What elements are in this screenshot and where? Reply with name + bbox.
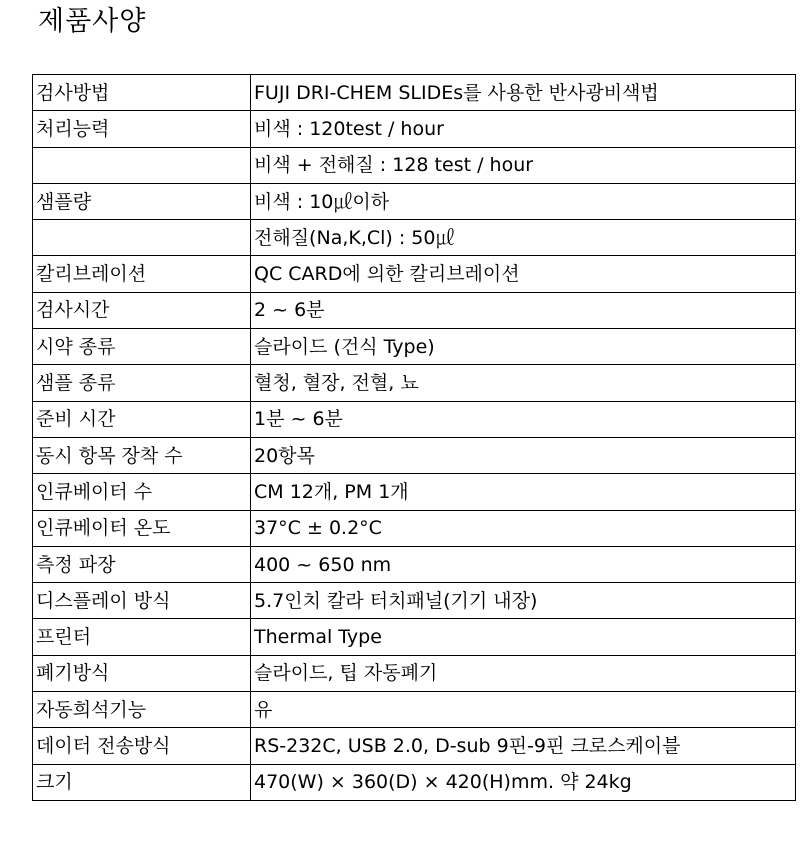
table-row [33, 256, 796, 292]
spec-label: 동시 항목 장착 수 [33, 437, 251, 473]
table-row [33, 329, 796, 365]
table-row [33, 292, 796, 328]
spec-value: 전해질(Na,K,Cl) : 50㎕ [251, 220, 796, 256]
page-title: 제품사양 [38, 6, 147, 37]
table-row [33, 111, 796, 147]
table-row [33, 75, 796, 111]
spec-label: 크기 [33, 764, 251, 800]
spec-value: 혈청, 혈장, 전혈, 뇨 [251, 365, 796, 401]
spec-label: 인큐베이터 온도 [33, 510, 251, 546]
spec-value: 비색 + 전해질 : 128 test / hour [251, 147, 796, 183]
table-row [33, 401, 796, 437]
spec-label: 준비 시간 [33, 401, 251, 437]
spec-value: 2 ~ 6분 [251, 292, 796, 328]
spec-value: RS-232C, USB 2.0, D-sub 9핀-9핀 크로스케이블 [251, 728, 796, 764]
table-row [33, 437, 796, 473]
spec-value: 5.7인치 칼라 터치패널(기기 내장) [251, 583, 796, 619]
spec-value: 1분 ~ 6분 [251, 401, 796, 437]
spec-label: 자동희석기능 [33, 692, 251, 728]
table-row [33, 474, 796, 510]
spec-label: 검사방법 [33, 75, 251, 111]
spec-label: 폐기방식 [33, 655, 251, 691]
spec-label: 검사시간 [33, 292, 251, 328]
spec-value: CM 12개, PM 1개 [251, 474, 796, 510]
table-row [33, 764, 796, 800]
table-row [33, 220, 796, 256]
spec-value: Thermal Type [251, 619, 796, 655]
table-row [33, 365, 796, 401]
table-row [33, 510, 796, 546]
spec-value: 슬라이드, 팁 자동폐기 [251, 655, 796, 691]
spec-value: 슬라이드 (건식 Type) [251, 329, 796, 365]
spec-value: 400 ~ 650 nm [251, 546, 796, 582]
spec-value: 비색 : 120test / hour [251, 111, 796, 147]
spec-label [33, 220, 251, 256]
spec-label: 샘플 종류 [33, 365, 251, 401]
table-row [33, 655, 796, 691]
table-row [33, 147, 796, 183]
spec-label: 샘플량 [33, 183, 251, 219]
spec-label: 처리능력 [33, 111, 251, 147]
table-row [33, 546, 796, 582]
spec-value: 유 [251, 692, 796, 728]
spec-table [32, 74, 796, 801]
spec-value: 20항목 [251, 437, 796, 473]
table-row [33, 583, 796, 619]
spec-value: 470(W) × 360(D) × 420(H)mm. 약 24kg [251, 764, 796, 800]
spec-label: 데이터 전송방식 [33, 728, 251, 764]
table-row [33, 183, 796, 219]
spec-value: FUJI DRI-CHEM SLIDEs를 사용한 반사광비색법 [251, 75, 796, 111]
table-row [33, 728, 796, 764]
spec-label: 인큐베이터 수 [33, 474, 251, 510]
spec-label: 디스플레이 방식 [33, 583, 251, 619]
spec-label: 측정 파장 [33, 546, 251, 582]
spec-value: 37°C ± 0.2°C [251, 510, 796, 546]
spec-label: 칼리브레이션 [33, 256, 251, 292]
spec-label [33, 147, 251, 183]
table-row [33, 619, 796, 655]
spec-value: QC CARD에 의한 칼리브레이션 [251, 256, 796, 292]
spec-value: 비색 : 10㎕이하 [251, 183, 796, 219]
spec-label: 프린터 [33, 619, 251, 655]
table-row [33, 692, 796, 728]
spec-label: 시약 종류 [33, 329, 251, 365]
